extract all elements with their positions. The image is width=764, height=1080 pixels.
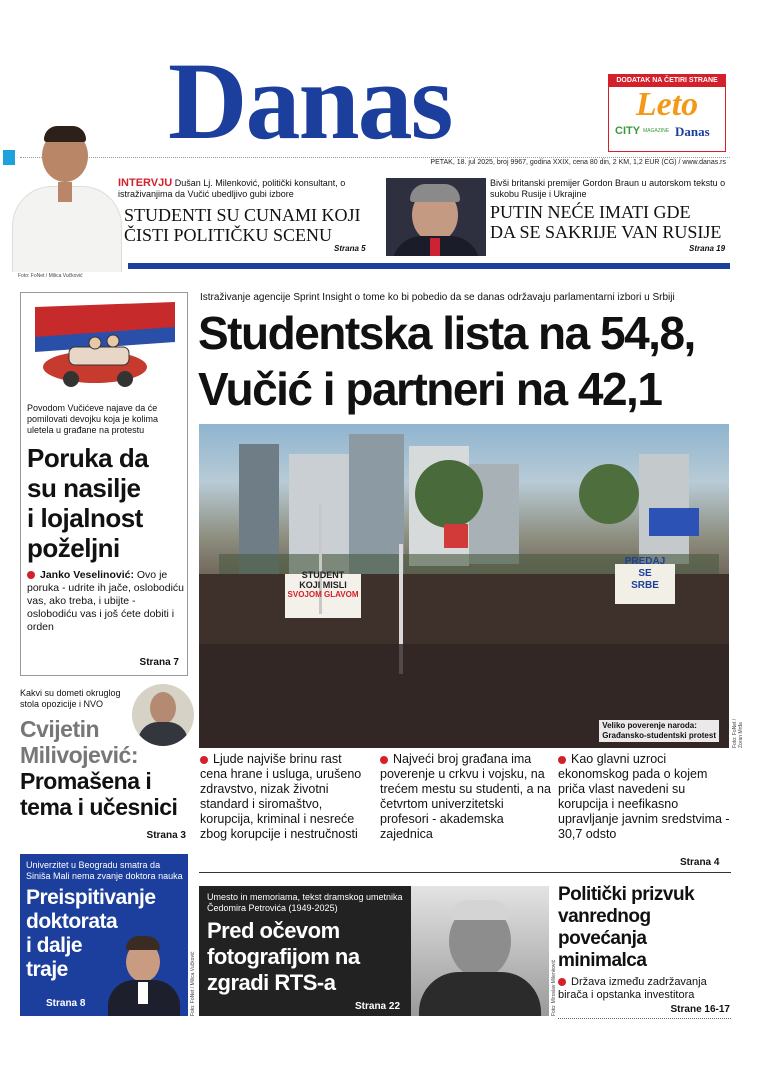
story2-name-line: Milivojević:	[20, 742, 138, 768]
teaser-left-headline-2: ČISTI POLITIČKU SCENU	[124, 225, 333, 245]
milivojevic-photo	[132, 684, 194, 746]
photo-caption-line: Građansko-studentski protest	[602, 731, 716, 740]
milenkovic-photo	[2, 126, 124, 272]
main-bullet-2	[380, 752, 552, 842]
story-minimalac-headline	[558, 884, 694, 972]
story1-quote-name: Janko Veselinović:	[40, 569, 134, 581]
story-minimalac[interactable]	[558, 884, 732, 1018]
main-bullet-3	[558, 752, 730, 842]
protest-photo	[199, 424, 729, 748]
story3-headline-line: i dalje	[26, 934, 83, 957]
story3-intro: Univerzitet u Beogradu smatra da Siniša Mali nema zvanje doktora nauka	[26, 860, 183, 881]
mali-photo-credit: Foto: FoNet / Milica Vučković	[190, 951, 196, 1016]
teaser-left[interactable]	[0, 120, 372, 280]
caricature	[25, 297, 183, 395]
teaser-right-headline-2: DA SE SAKRIJE VAN RUSIJE	[490, 222, 722, 242]
sign-predaj-line: SE	[638, 568, 652, 579]
main-bullet-text: Ljude najviše brinu rast cena hrane i usluga, urušeno zdravstvo, nizak životni standard i siromaštvo, korupcija, kriminal i nesreće zbog korupcije i nestručnosti	[200, 752, 362, 841]
main-intro: Istraživanje agencije Sprint Insight o tome ko bi pobedio da se danas održavaju parlamentarni izbori u Srbiji	[200, 292, 675, 303]
supplement-box[interactable]	[608, 74, 726, 152]
main-bullet-1	[200, 752, 372, 842]
teaser-right-headline-1: PUTIN NEĆE IMATI GDE	[490, 202, 691, 222]
main-headline-2[interactable]: Vučić i partneri na 42,1	[198, 363, 662, 415]
story-petrovic-headline-line: Pred očevom	[207, 918, 340, 943]
petrovic-photo-credit: Foto: Miroslav Milenković	[551, 959, 557, 1016]
teaser-right-intro: Bivši britanski premijer Gordon Braun u autorskom tekstu o sukobu Rusije i Ukrajine	[490, 178, 726, 199]
story-petrovic-headline-line: zgradi RTS-a	[207, 970, 336, 995]
sign-student-line: STUDENT	[301, 570, 345, 580]
bullet-icon	[558, 978, 566, 986]
mali-photo	[104, 928, 184, 1016]
teaser-left-intro: Dušan Lj. Milenković, politički konsultant, o istraživanjima da Vučić ubedljivo gubi izbore	[118, 178, 346, 199]
blue-rule	[128, 263, 730, 269]
main-headline-1[interactable]: Studentska lista na 54,8,	[198, 307, 695, 359]
bottom-rule	[558, 1018, 731, 1019]
main-bullet-text: Kao glavni uzroci ekonomskog pada o kojem priča vlast navedeni su korupcija i neefikasno upravljanje javnim sredstvima - 30,7 odsto	[558, 752, 730, 841]
story1-headline-line: i lojalnost	[27, 503, 143, 533]
story1-intro: Povodom Vučićeve najave da će pomilovati devojku koja je kolima uletela u građane na protestu	[27, 403, 159, 435]
story3-headline-line: traje	[26, 958, 68, 981]
story2-headline	[20, 768, 177, 820]
interview-kicker: INTERVJU	[118, 177, 173, 189]
teaser-left-page: Strana 5	[334, 244, 366, 253]
story-pomilovanje[interactable]	[20, 292, 188, 676]
story-petrovic-headline	[207, 918, 360, 996]
protest-photo-credit: Foto: FoNet / Zoran Mrđa	[732, 718, 744, 748]
story-doktorat[interactable]	[20, 854, 188, 1016]
teaser-left-headline-1: STUDENTI SU CUNAMI KOJI	[124, 205, 361, 225]
sign-predaj	[617, 556, 673, 592]
story2-headline-line: Promašena i	[20, 768, 152, 794]
story-milivojevic[interactable]	[20, 684, 190, 844]
main-bullet-text: Najveći broj građana ima poverenje u crkvu i vojsku, na trećem mestu su studenti, a na četvrtom univerzitetski profesori - akademska zajednica	[380, 752, 551, 841]
story2-intro: Kakvi su dometi okruglog stola opozicije i NVO	[20, 688, 121, 709]
sign-predaj-line: PREDAJ	[624, 556, 666, 567]
story-petrovic-intro: Umesto in memoriama, tekst dramskog umetnika Čedomira Petrovića (1949-2025)	[207, 892, 403, 913]
story2-page: Strana 3	[146, 830, 186, 841]
story-minimalac-headline-line: vanrednog	[558, 906, 651, 927]
bullet-icon	[27, 571, 35, 579]
story1-quote	[27, 569, 187, 634]
main-bottom-rule	[199, 872, 731, 873]
bullet-icon	[558, 756, 566, 764]
story2-headline-line: tema i učesnici	[20, 794, 178, 820]
supplement-magazine: MAGAZINE	[643, 128, 670, 134]
story-petrovic[interactable]	[199, 886, 549, 1016]
story-minimalac-text	[558, 976, 730, 1002]
story3-page: Strana 8	[46, 998, 86, 1009]
story2-name	[20, 716, 138, 768]
story-minimalac-page: Strane 16-17	[670, 1004, 730, 1015]
supplement-banner: DODATAK NA ČETIRI STRANE	[609, 75, 725, 87]
main-page: Strana 4	[680, 857, 720, 868]
sign-predaj-line: SRBE	[631, 580, 659, 591]
sign-student-line: KOJI MISLI	[299, 580, 347, 590]
bullet-icon	[200, 756, 208, 764]
sign-student	[287, 570, 359, 600]
story-minimalac-text-body: Država između zadržavanja birača i opstanka investitora	[558, 976, 707, 1001]
bullet-icon	[380, 756, 388, 764]
photo-caption-line: Veliko poverenje naroda:	[602, 721, 697, 730]
sign-student-line: SVOJOM GLAVOM	[287, 590, 359, 599]
story3-headline-line: doktorata	[26, 910, 118, 933]
teaser-right[interactable]	[376, 170, 731, 262]
story1-quote-text: Ovo je poruka - udrite ih jače, oslobodiću vas, ako treba, i ubijte - oslobodiću vas i još ćete dobiti i orden	[27, 569, 185, 633]
story1-headline-line: poželjni	[27, 533, 120, 563]
story-minimalac-headline-line: minimalca	[558, 950, 647, 971]
story1-headline-line: Poruka da	[27, 443, 149, 473]
story3-headline-line: Preispitivanje	[26, 886, 156, 909]
milenkovic-photo-credit: Foto: FoNet / Milica Vučković	[18, 273, 83, 279]
supplement-title: Leto	[635, 86, 699, 123]
masthead-logo: Danas	[168, 40, 452, 162]
story-petrovic-headline-line: fotografijom na	[207, 944, 360, 969]
petrovic-photo	[411, 886, 549, 1016]
photo-caption	[599, 720, 719, 742]
issue-info: PETAK, 18. jul 2025, broj 9967, godina XXIX, cena 80 din, 2 KM, 1,2 EUR (CG) / www.danas.rs	[430, 159, 726, 166]
story2-name-line: Cvijetin	[20, 716, 100, 742]
supplement-city: CITY	[615, 125, 641, 137]
brown-photo	[386, 178, 486, 256]
story1-page: Strana 7	[139, 657, 179, 668]
story1-headline-line: su nasilje	[27, 473, 141, 503]
story-minimalac-headline-line: Politički prizvuk	[558, 884, 695, 905]
teaser-right-page: Strana 19	[689, 244, 726, 253]
story-minimalac-headline-line: povećanja	[558, 928, 647, 949]
story-petrovic-page: Strana 22	[355, 1001, 401, 1012]
teaser-left-text	[118, 178, 370, 200]
supplement-brand: Danas	[675, 124, 710, 139]
story1-headline	[27, 443, 189, 563]
